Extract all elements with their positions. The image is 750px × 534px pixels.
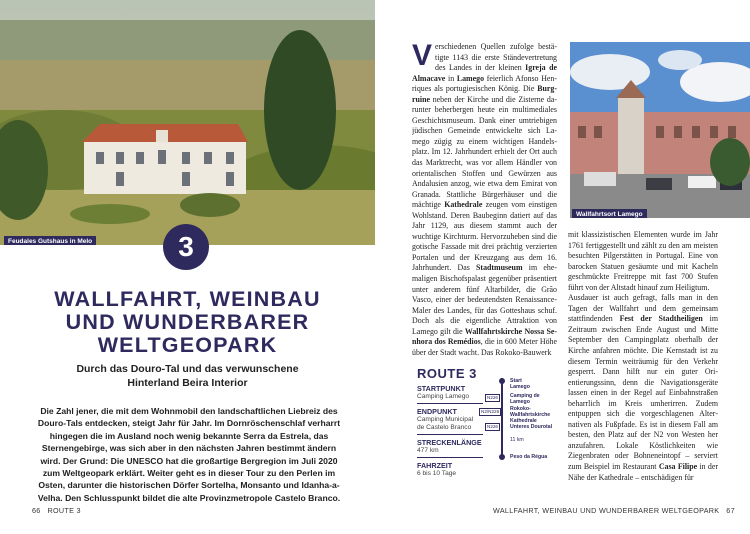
manor-house-photo — [0, 0, 375, 245]
route-map-line — [501, 378, 503, 456]
map-end-place: Peso da Régua — [510, 454, 548, 460]
end-label: ENDPUNKT — [417, 407, 457, 416]
route-box-title: ROUTE 3 — [417, 366, 477, 381]
footer-right — [493, 506, 735, 515]
end-value-1: Camping Municipal — [417, 416, 474, 423]
dropcap-letter: V — [412, 42, 433, 72]
footer-route-label: ROUTE 3 — [47, 506, 81, 515]
footer-left — [32, 506, 81, 515]
map-stop-2: Rokoko-Wallfahrtskirche — [510, 406, 551, 418]
article-column-1: Verschiedenen Quellen zufolge bestätigte 1143 die erste Ständevertretung des Landes in der kleinen Igreja de Almacave in Lamego feierlich Afonso Henriques als portugiesischen König. Die Burgruine neben der Kirche und die Zisterne darunter beherbergen heute ein multimediales Geschichtsmuseum. Dank einer umtriebigen jüdischen Gemeinde entwickelte sich Lamego zügig zu einem wichtigen Handelsplatz. Im 12. Jahrhundert erhielt der Ort auch das Marktrecht, was vor allem Händler von orientalischen Stoffen und Gewürzen aus Andalusien anzog, wie etwa dem Emirat von Granada. Stattliche Bürgerhäuser und die mächtige Kathedrale zeugen vom einstigen Wohlstand. Deren Baubeginn datiert auf das Jahr 1129, aus diesem stammt auch der wuchtige Kirchturm. Hervorzuheben sind die gotische Fassade mit drei prächtig verzierten Portalen und der Kreuzgang aus dem 16. Jahrhundert. Das Stadtmuseum im ehemaligen Bischofspalast gegenüber präsentiert unter anderem fünf Altarbilder, die Grão Vasco, einer der bedeutendsten Renaissance-Maler des Landes, für das Gotteshaus schuf. Doch als die eigentliche Attraktion von Lamego gilt die Wallfahrtskirche Nossa Senhora dos Remédios, die in 600 Meter Höhe über der Stadt wacht. Das Rokoko-Bauwerk — [412, 42, 557, 357]
page-number-left: 66 — [32, 506, 41, 515]
route-number-badge: 3 — [163, 224, 209, 270]
intro-paragraph: Die Zahl jener, die mit dem Wohnmobil den landschaftlichen Liebreiz des Douro-Tals entdecken, steigt Jahr für Jahr. Im Dornröschenschlaf verharrt hingegen die im Ausland noch wenig bekannte Serra da Estrela, das Sternengebirge, was sich aber in den nächsten Jahren bestimmt ändern wird. Der Grund: Die UNESCO hat die großartige Bergregion im Juli 2020 zum Weltgeopark erklärt. Weiter geht es in dieser Tour zu den Perlen im Osten, darunter die historischen Dörfer Sortelha, Monsanto und Idanha-a-Velha. Den Schlusspunkt bildet die alte Provinzmetropole Castelo Branco. — [37, 406, 341, 503]
route-map-start-dot — [499, 378, 505, 384]
route-map-end-dot — [499, 454, 505, 460]
map-stop-3: Kathedrale — [510, 418, 537, 424]
map-road-3: N226 — [487, 424, 498, 429]
chapter-title-line-3: WELTGEOPARK — [97, 333, 278, 357]
divider — [417, 457, 483, 458]
article-column-2: mit klassizistischen Elementen wurde im Jahr 1761 fertiggestellt und zählt zu den am meisten besuchten Pilgerstätten in Portugal. Eine von barocken Statuen gesäumte und mit Kacheln geschmückte Freitreppe mit fast 700 Stufen führt von der Altstadt hinauf zum Heiligtum. Ausdauer ist auch gefragt, falls man in den Tagen der Wallfahrt und dem gemeinsam stattfindenden Fest der Stadtheiligen im Zeitraum zwischen Ende August und Mitte September den Campingplatz oberhalb der Kirche anfahren möchte. Die Kernstadt ist zu diesem Termin weiträumig für den Verkehr gesperrt. Dann hilft nur ein guter Orientierungssinn, denn die Navigationsgeräte lassen einen in der Regel auf Einbahnstraßen beharrlich im Kreis umherirren. Zudem entpuppen sich die vorgeschlagenen Alternativen als Fußpfade. Es ist in diesem Fall am besten, den Platz auf der N2 von Westen her anzufahren. Lokale Köstlichkeiten wie Ziegenbraten oder Bohneneintopf – serviert zum Beispiel im Restaurant Casa Filipe in der Nähe der Kathedrale – entschädigen für — [568, 230, 718, 482]
duration-label: FAHRZEIT — [417, 461, 453, 470]
start-value: Camping Lamego — [417, 393, 470, 400]
map-road-1: N226 — [487, 395, 498, 400]
footer-chapter-title: WALLFAHRT, WEINBAU UND WUNDERBARER WELTGEOPARK — [493, 506, 720, 515]
map-distance: 11 km — [510, 437, 524, 443]
divider — [417, 434, 483, 435]
photo-caption-right: Wallfahrtsort Lamego — [572, 209, 647, 218]
route-info-box — [417, 366, 557, 486]
page-number-right: 67 — [726, 506, 735, 515]
map-start-label: Start — [510, 378, 522, 384]
chapter-title-line-2: UND WUNDERBARER — [65, 310, 310, 334]
length-label: STRECKENLÄNGE — [417, 438, 482, 447]
map-stop-4: Unteres Dourotal — [510, 424, 553, 430]
chapter-subtitle-line-2: Hinterland Beira Interior — [127, 377, 248, 389]
length-value: 477 km — [417, 447, 439, 454]
chapter-title-line-1: WALLFAHRT, WEINBAU — [54, 287, 321, 311]
photo-caption-left: Feudales Gutshaus in Melo — [4, 236, 96, 245]
duration-value: 6 bis 10 Tage — [417, 470, 457, 477]
lamego-sanctuary-photo — [570, 42, 750, 218]
map-road-2: N2/N226 — [481, 409, 500, 414]
map-start-place: Lamego — [510, 384, 530, 390]
chapter-subtitle-line-1: Durch das Douro-Tal und das verwunschene — [76, 363, 299, 375]
map-stop-1: Camping de Lamego — [510, 393, 540, 405]
start-label: STARTPUNKT — [417, 384, 466, 393]
end-value-2: de Castelo Branco — [417, 424, 472, 431]
divider — [417, 403, 483, 404]
